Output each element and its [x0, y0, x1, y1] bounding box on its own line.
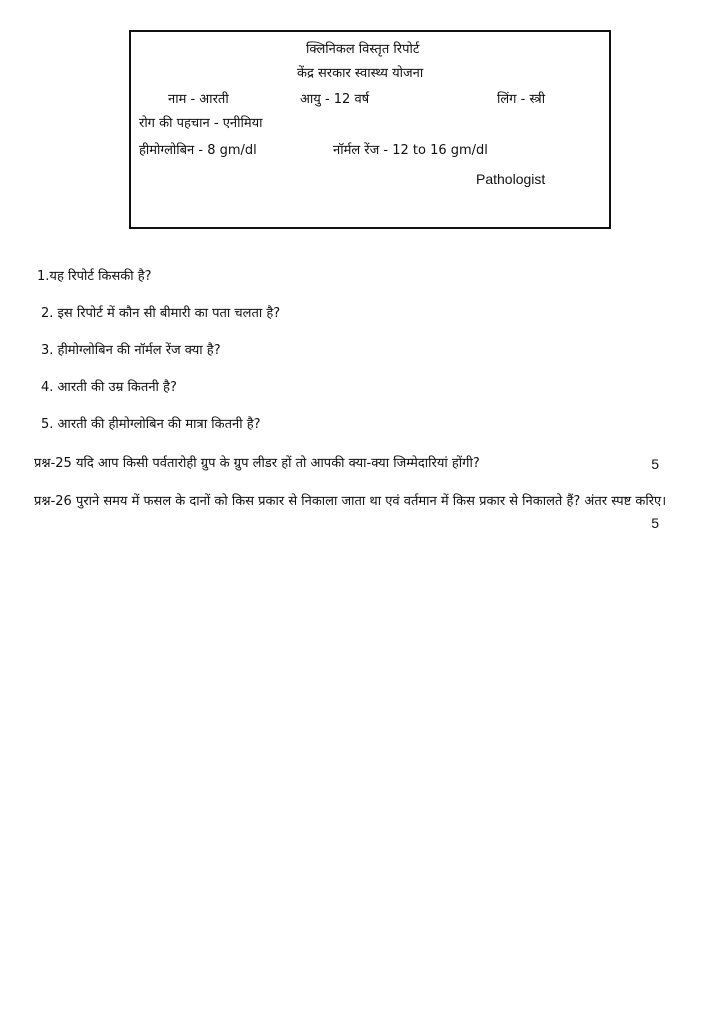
- question-25: प्रश्न-25 यदि आप किसी पर्वतारोही ग्रुप के ग्रुप लीडर हों तो आपकी क्या-क्या जिम्मेदारियां होंगी?: [34, 456, 480, 471]
- question-26-marks: 5: [651, 515, 659, 531]
- question-26: प्रश्न-26 पुराने समय में फसल के दानों को किस प्रकार से निकाला जाता था एवं वर्तमान में किस प्रकार से निकालते हैं? अंतर स्पष्ट करिए।: [34, 494, 667, 509]
- question-1: 1.यह रिपोर्ट किसकी है?: [37, 269, 152, 284]
- report-title: क्लिनिकल विस्तृत रिपोर्ट: [306, 42, 420, 57]
- patient-gender: लिंग - स्त्री: [497, 92, 546, 107]
- hemoglobin-value: हीमोग्लोबिन - 8 gm/dl: [139, 143, 257, 158]
- diagnosis: रोग की पहचान - एनीमिया: [139, 116, 263, 131]
- question-2: 2. इस रिपोर्ट में कौन सी बीमारी का पता चलता है?: [41, 306, 281, 321]
- pathologist-signature: Pathologist: [476, 171, 546, 187]
- question-5: 5. आरती की हीमोग्लोबिन की मात्रा कितनी है?: [41, 417, 261, 432]
- question-4: 4. आरती की उम्र कितनी है?: [41, 380, 177, 395]
- question-3: 3. हीमोग्लोबिन की नॉर्मल रेंज क्या है?: [41, 343, 221, 358]
- report-subtitle: केंद्र सरकार स्वास्थ्य योजना: [297, 66, 424, 81]
- patient-name: नाम - आरती: [168, 92, 229, 107]
- question-25-marks: 5: [651, 456, 659, 472]
- normal-range: नॉर्मल रेंज - 12 to 16 gm/dl: [333, 143, 488, 158]
- patient-age: आयु - 12 वर्ष: [300, 92, 370, 107]
